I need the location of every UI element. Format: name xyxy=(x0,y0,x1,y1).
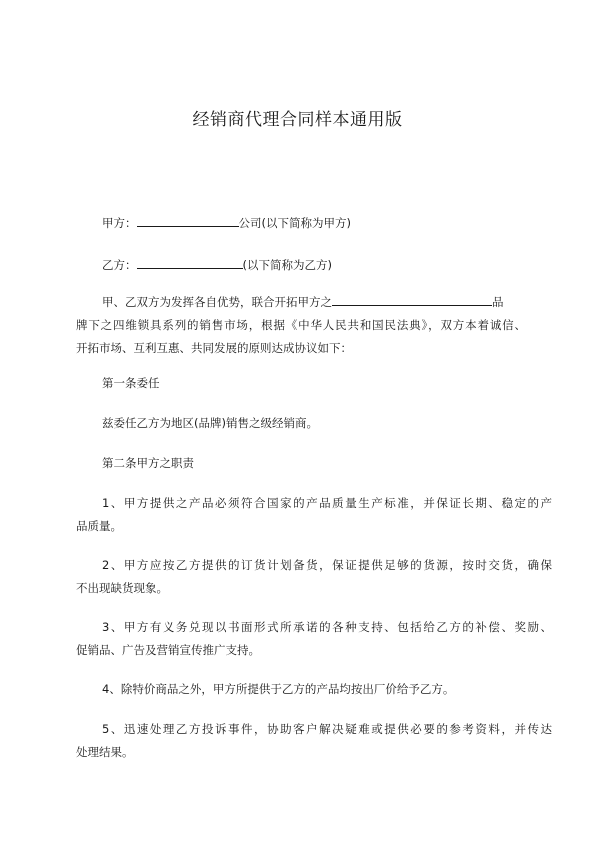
article2-item5-line2: 处理结果。 xyxy=(76,745,134,759)
article2-item1-line2: 品质量。 xyxy=(76,519,122,533)
article2-item1-line1 xyxy=(76,492,552,515)
item1-line1-text: 1、甲方提供之产品必须符合国家的产品质量生产标准，并保证长期、稳定的产 xyxy=(102,496,552,510)
party-a-suffix: 公司(以下简称为甲方) xyxy=(238,216,351,230)
article2-heading: 第二条甲方之职责 xyxy=(102,456,194,470)
item3-line1-text: 3、甲方有义务兑现以书面形式所承诺的各种支持、包括给乙方的补偿、奖励、 xyxy=(102,620,552,634)
intro-line2-text: 牌下之四维锁具系列的销售市场，根据《中华人民共和国民法典》，双方本着诚信、 xyxy=(76,318,526,332)
article1-heading: 第一条委任 xyxy=(102,376,160,390)
party-b-blank xyxy=(137,256,243,269)
item5-line1-text: 5、迅速处理乙方投诉事件，协助客户解决疑难或提供必要的参考资料，并传达 xyxy=(102,722,552,736)
intro-line3-text: 开拓市场、互利互惠、共同发展的原则达成协议如下： xyxy=(76,341,352,355)
article2-item5-line1 xyxy=(76,718,552,741)
party-a-blank xyxy=(137,214,239,227)
article2-item2-line1 xyxy=(76,554,552,577)
item2-line1-text: 2、甲方应按乙方提供的订货计划备货，保证提供足够的货源，按时交货，确保 xyxy=(102,558,552,572)
party-b-suffix: (以下简称为乙方) xyxy=(242,258,332,272)
intro-line-2 xyxy=(76,314,526,337)
party-b-line xyxy=(76,254,552,277)
intro-line1-start: 甲、乙双方为发挥各自优势，联合开拓甲方之 xyxy=(102,295,332,309)
article2-item3-line1 xyxy=(76,616,552,639)
article2-item2-line2: 不出现缺货现象。 xyxy=(76,581,168,595)
article1-text: 兹委任乙方为地区(品牌)销售之级经销商。 xyxy=(102,416,318,430)
document-title: 经销商代理合同样本通用版 xyxy=(192,110,403,130)
intro-line1-end: 品 xyxy=(492,295,504,309)
intro-line-1 xyxy=(76,291,552,314)
party-b-label: 乙方： xyxy=(102,258,137,272)
brand-blank xyxy=(332,293,492,306)
article2-item4: 4、除特价商品之外，甲方所提供于乙方的产品均按出厂价给予乙方。 xyxy=(102,682,455,696)
party-a-line xyxy=(76,212,552,235)
article2-item3-line2: 促销品、广告及营销宣传推广支持。 xyxy=(76,643,260,657)
intro-line-3 xyxy=(76,337,526,360)
party-a-label: 甲方： xyxy=(102,216,137,230)
